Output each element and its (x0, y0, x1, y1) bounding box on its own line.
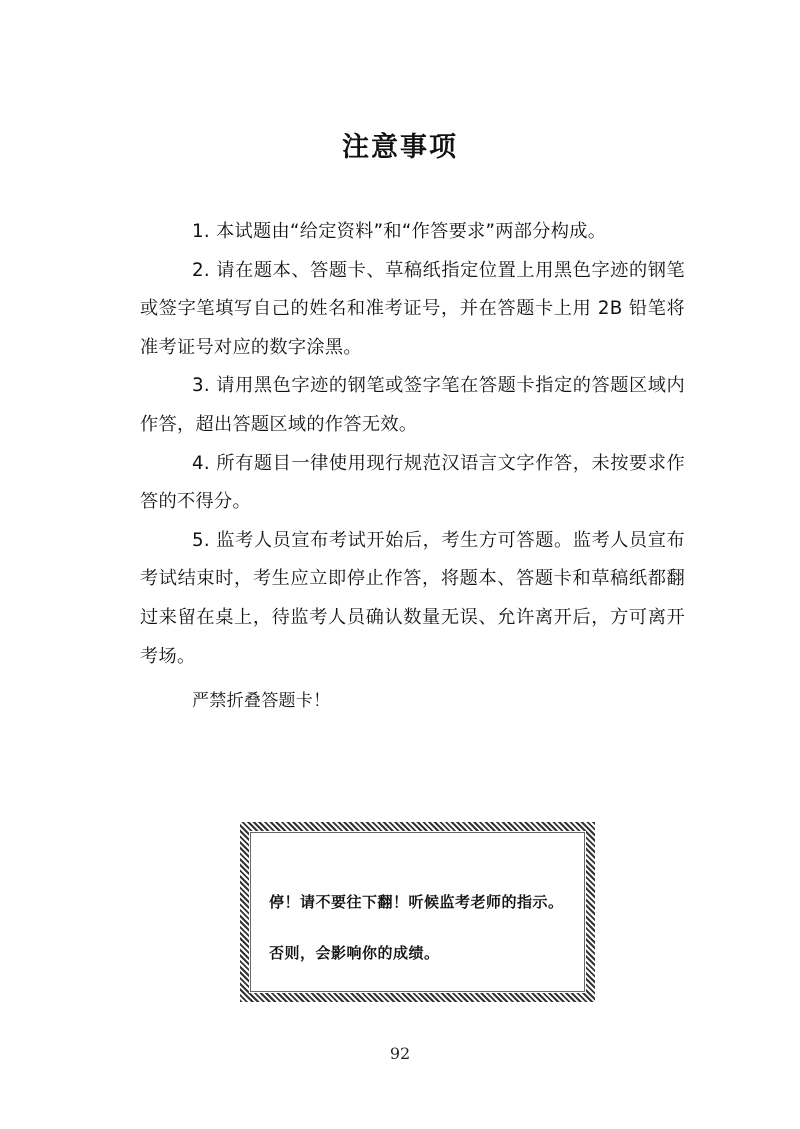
page-title: 注意事项 (342, 132, 458, 163)
notice-item-2: 2. 请在题本、答题卡、草稿纸指定位置上用黑色字迹的钢笔或签字笔填写自己的姓名和准考证号，并在答题卡上用 2B 铅笔将准考证号对应的数字涂黑。 (140, 259, 685, 358)
stop-notice-line-2: 否则，会影响你的成绩。 (269, 944, 440, 962)
notice-item-3: 3. 请用黑色字迹的钢笔或签字笔在答题卡指定的答题区域内作答，超出答题区域的作答无效。 (140, 375, 685, 435)
fold-warning: 严禁折叠答题卡！ (192, 691, 331, 712)
notice-item-4: 4. 所有题目一律使用现行规范汉语言文字作答，未按要求作答的不得分。 (140, 452, 685, 513)
notice-item-5: 5. 监考人员宣布考试开始后，考生方可答题。监考人员宣布考试结束时，考生应立即停止作答，将题本、答题卡和草稿纸都翻过来留在桌上，待监考人员确认数量无误、允许离开后，方可离开考场。 (140, 529, 685, 667)
notice-list (140, 213, 685, 721)
stop-notice-line-1: 停！请不要往下翻！听候监考老师的指示。 (269, 893, 564, 911)
notice-item-1: 1. 本试题由“给定资料”和“作答要求”两部分构成。 (192, 221, 607, 242)
stop-notice-inner-border (250, 832, 585, 992)
page-number: 92 (389, 1044, 411, 1063)
stop-notice-box (240, 822, 595, 1002)
